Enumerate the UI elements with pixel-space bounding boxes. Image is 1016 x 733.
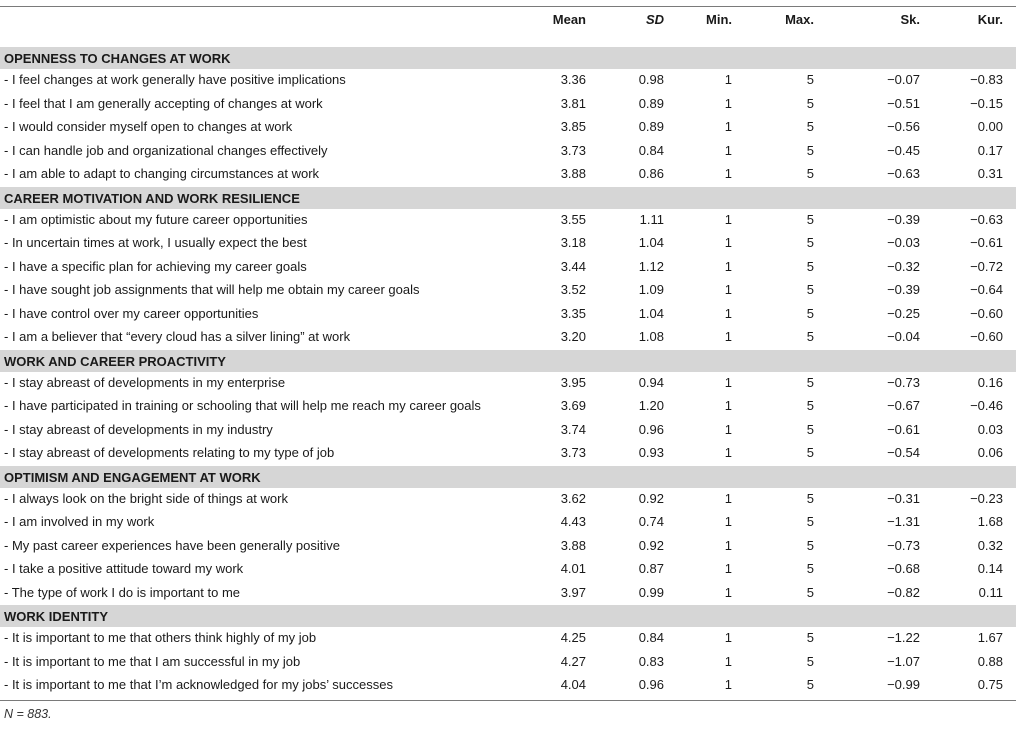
cell-mean: 4.43 [560, 514, 586, 529]
cell-min: 1 [724, 514, 732, 529]
cell-max: 5 [806, 211, 814, 227]
cell-max: 5 [806, 166, 814, 181]
item-label: - I stay abreast of developments relating to my type of job [4, 445, 335, 460]
cell-kur: 0.11 [978, 584, 1003, 600]
item-label: - I have a specific plan for achieving my career goals [4, 258, 307, 274]
cell-mean: 3.81 [560, 95, 586, 111]
cell-min: 1 [724, 166, 732, 181]
cell-min: 1 [724, 561, 732, 576]
cell-sk: −0.25 [887, 305, 920, 321]
cell-max: 5 [806, 490, 814, 506]
cell-min: 1 [724, 142, 732, 158]
cell-kur: 0.88 [977, 653, 1003, 669]
table-row [0, 538, 1016, 562]
cell-kur: 0.32 [977, 537, 1003, 553]
cell-sd: 1.08 [638, 329, 664, 344]
cell-kur: −0.63 [970, 211, 1003, 227]
cell-sk: −0.56 [887, 119, 920, 134]
cell-sd: 1.09 [638, 282, 664, 297]
cell-mean: 3.74 [560, 421, 586, 437]
cell-kur: 0.06 [977, 445, 1003, 460]
cell-mean: 3.36 [560, 72, 586, 87]
section-header [0, 187, 1016, 209]
cell-sk: −0.45 [887, 142, 920, 158]
cell-mean: 3.35 [560, 305, 586, 321]
cell-sd: 0.93 [638, 445, 664, 460]
item-label: - It is important to me that others think highly of my job [4, 630, 317, 645]
cell-sk: −0.51 [887, 95, 920, 111]
cell-max: 5 [806, 630, 814, 645]
cell-kur: −0.15 [970, 95, 1003, 111]
cell-max: 5 [806, 119, 814, 134]
cell-sk: −0.39 [887, 282, 920, 297]
cell-kur: 0.75 [977, 677, 1003, 692]
table-row [0, 212, 1016, 236]
item-label: - I feel changes at work generally have positive implications [4, 72, 346, 87]
cell-sd: 0.84 [638, 142, 664, 158]
cell-sk: −0.39 [887, 211, 920, 227]
item-label: - I am involved in my work [4, 514, 155, 529]
cell-sd: 0.96 [638, 421, 664, 437]
table-bottom-rule [0, 700, 1016, 701]
cell-max: 5 [806, 329, 814, 344]
cell-max: 5 [806, 584, 814, 600]
table-row [0, 235, 1016, 259]
table-row [0, 398, 1016, 422]
cell-min: 1 [724, 329, 732, 344]
cell-kur: 0.17 [977, 142, 1003, 158]
cell-max: 5 [806, 653, 814, 669]
cell-kur: 1.68 [977, 514, 1003, 529]
item-label: - I can handle job and organizational changes effectively [4, 142, 328, 158]
section-header [0, 47, 1016, 69]
cell-kur: 0.14 [977, 561, 1003, 576]
section-title: WORK IDENTITY [4, 609, 108, 624]
item-label: - It is important to me that I am successful in my job [4, 653, 301, 669]
cell-max: 5 [806, 305, 814, 321]
header-max: Max. [785, 12, 814, 27]
cell-sd: 0.86 [638, 166, 664, 181]
cell-mean: 3.85 [560, 119, 586, 134]
header-skewness: Sk. [900, 12, 920, 27]
cell-sd: 0.99 [638, 584, 664, 600]
cell-kur: 0.00 [977, 119, 1003, 134]
cell-mean: 4.27 [560, 653, 586, 669]
cell-mean: 3.18 [560, 235, 586, 250]
table-top-rule [0, 6, 1016, 7]
item-label: - I take a positive attitude toward my work [4, 561, 244, 576]
cell-kur: 0.16 [977, 374, 1003, 390]
cell-kur: −0.72 [970, 258, 1003, 274]
cell-mean: 3.73 [560, 445, 586, 460]
cell-sk: −0.31 [887, 490, 920, 506]
cell-sd: 1.11 [639, 211, 664, 227]
cell-sk: −0.54 [887, 445, 920, 460]
cell-sk: −0.32 [887, 258, 920, 274]
cell-max: 5 [806, 142, 814, 158]
cell-min: 1 [724, 258, 732, 274]
cell-sk: −0.73 [887, 374, 920, 390]
item-label: - I would consider myself open to changes at work [4, 119, 293, 134]
section-title: WORK AND CAREER PROACTIVITY [4, 353, 226, 369]
table-row [0, 143, 1016, 167]
table-row [0, 514, 1016, 538]
cell-sd: 0.92 [638, 490, 664, 506]
cell-sd: 0.96 [638, 677, 664, 692]
cell-sk: −1.07 [887, 653, 920, 669]
cell-sk: −0.03 [887, 235, 920, 250]
cell-min: 1 [724, 398, 732, 413]
cell-min: 1 [724, 305, 732, 321]
cell-sk: −0.04 [887, 329, 920, 344]
cell-sk: −1.22 [887, 630, 920, 645]
cell-min: 1 [724, 584, 732, 600]
cell-max: 5 [806, 537, 814, 553]
cell-mean: 3.73 [560, 142, 586, 158]
cell-kur: −0.83 [970, 72, 1003, 87]
cell-kur: −0.61 [970, 235, 1003, 250]
section-title: OPTIMISM AND ENGAGEMENT AT WORK [4, 469, 261, 485]
cell-min: 1 [724, 72, 732, 87]
item-label: - I am a believer that “every cloud has a silver lining” at work [4, 329, 351, 344]
cell-sk: −0.73 [887, 537, 920, 553]
item-label: - I always look on the bright side of things at work [4, 490, 288, 506]
cell-sd: 0.92 [638, 537, 664, 553]
cell-min: 1 [724, 235, 732, 250]
table-row [0, 259, 1016, 283]
cell-mean: 3.55 [560, 211, 586, 227]
cell-min: 1 [724, 282, 732, 297]
cell-sk: −1.31 [887, 514, 920, 529]
cell-sk: −0.63 [887, 166, 920, 181]
table-row [0, 96, 1016, 120]
cell-min: 1 [724, 630, 732, 645]
cell-kur: −0.46 [970, 398, 1003, 413]
cell-kur: −0.64 [970, 282, 1003, 297]
cell-min: 1 [724, 119, 732, 134]
cell-sd: 0.84 [638, 630, 664, 645]
cell-max: 5 [806, 398, 814, 413]
header-min: Min. [706, 12, 732, 27]
cell-min: 1 [724, 95, 732, 111]
item-label: - I stay abreast of developments in my enterprise [4, 374, 286, 390]
section-title: CAREER MOTIVATION AND WORK RESILIENCE [4, 190, 300, 206]
item-label: - I am able to adapt to changing circumstances at work [4, 166, 320, 181]
item-label: - In uncertain times at work, I usually expect the best [4, 235, 307, 250]
item-label: - The type of work I do is important to me [4, 584, 241, 600]
cell-mean: 3.52 [560, 282, 586, 297]
cell-sd: 0.98 [638, 72, 664, 87]
cell-mean: 4.01 [560, 561, 586, 576]
item-label: - I feel that I am generally accepting of changes at work [4, 95, 323, 111]
cell-mean: 3.88 [560, 166, 586, 181]
section-header [0, 350, 1016, 372]
cell-kur: −0.23 [970, 490, 1003, 506]
item-label: - I stay abreast of developments in my industry [4, 421, 273, 437]
cell-mean: 3.88 [560, 537, 586, 553]
cell-min: 1 [724, 537, 732, 553]
cell-max: 5 [806, 374, 814, 390]
cell-mean: 3.20 [560, 329, 586, 344]
table-footnote [4, 707, 52, 721]
cell-sk: −0.68 [887, 561, 920, 576]
cell-mean: 3.95 [560, 374, 586, 390]
footnote-text: N = 883. [4, 706, 52, 721]
item-label: - I have sought job assignments that will help me obtain my career goals [4, 282, 420, 297]
cell-min: 1 [724, 421, 732, 437]
cell-sd: 0.89 [638, 95, 664, 111]
cell-max: 5 [806, 235, 814, 250]
table-row [0, 119, 1016, 143]
cell-mean: 4.04 [560, 677, 586, 692]
cell-sd: 1.04 [638, 235, 664, 250]
item-label: - I am optimistic about my future career opportunities [4, 211, 308, 227]
header-kurtosis: Kur. [977, 12, 1003, 27]
cell-mean: 3.97 [560, 584, 586, 600]
cell-sk: −0.82 [887, 584, 920, 600]
cell-mean: 4.25 [560, 630, 586, 645]
cell-max: 5 [806, 258, 814, 274]
cell-sd: 0.89 [638, 119, 664, 134]
cell-sd: 0.74 [638, 514, 664, 529]
table-row [0, 630, 1016, 654]
table-row [0, 72, 1016, 96]
cell-min: 1 [724, 490, 732, 506]
item-label: - I have control over my career opportunities [4, 305, 259, 321]
cell-sd: 0.87 [638, 561, 664, 576]
cell-sk: −0.67 [887, 398, 920, 413]
cell-sd: 1.12 [638, 258, 664, 274]
cell-sd: 1.04 [638, 305, 664, 321]
table-row [0, 282, 1016, 306]
item-label: - I have participated in training or schooling that will help me reach my career goals [4, 398, 481, 413]
header-mean: Mean [552, 12, 586, 27]
table-row [0, 561, 1016, 585]
table-row [0, 491, 1016, 515]
cell-max: 5 [806, 72, 814, 87]
cell-min: 1 [724, 445, 732, 460]
cell-mean: 3.44 [560, 258, 586, 274]
cell-max: 5 [806, 677, 814, 692]
cell-sk: −0.07 [887, 72, 920, 87]
item-label: - It is important to me that I’m acknowledged for my jobs’ successes [4, 677, 393, 692]
table-row [0, 654, 1016, 678]
cell-mean: 3.62 [560, 490, 586, 506]
cell-max: 5 [806, 95, 814, 111]
cell-max: 5 [806, 421, 814, 437]
table-row [0, 422, 1016, 446]
cell-sd: 1.20 [638, 398, 664, 413]
cell-kur: −0.60 [970, 305, 1003, 321]
cell-min: 1 [724, 374, 732, 390]
cell-kur: 1.67 [977, 630, 1003, 645]
table-row [0, 375, 1016, 399]
section-header [0, 605, 1016, 627]
cell-mean: 3.69 [560, 398, 586, 413]
cell-kur: −0.60 [970, 329, 1003, 344]
table-row [0, 306, 1016, 330]
cell-max: 5 [806, 282, 814, 297]
table-row [0, 677, 1016, 701]
cell-max: 5 [806, 445, 814, 460]
cell-sk: −0.61 [887, 421, 920, 437]
cell-max: 5 [806, 514, 814, 529]
cell-min: 1 [724, 677, 732, 692]
cell-kur: 0.31 [977, 166, 1003, 181]
cell-sd: 0.83 [638, 653, 664, 669]
item-label: - My past career experiences have been generally positive [4, 537, 341, 553]
cell-sd: 0.94 [638, 374, 664, 390]
cell-kur: 0.03 [977, 421, 1003, 437]
header-sd: SD [645, 12, 664, 27]
cell-max: 5 [806, 561, 814, 576]
cell-min: 1 [724, 653, 732, 669]
cell-min: 1 [724, 211, 732, 227]
table-header-row [0, 12, 1016, 28]
section-header [0, 466, 1016, 488]
cell-sk: −0.99 [887, 677, 920, 692]
section-title: OPENNESS TO CHANGES AT WORK [4, 51, 231, 66]
